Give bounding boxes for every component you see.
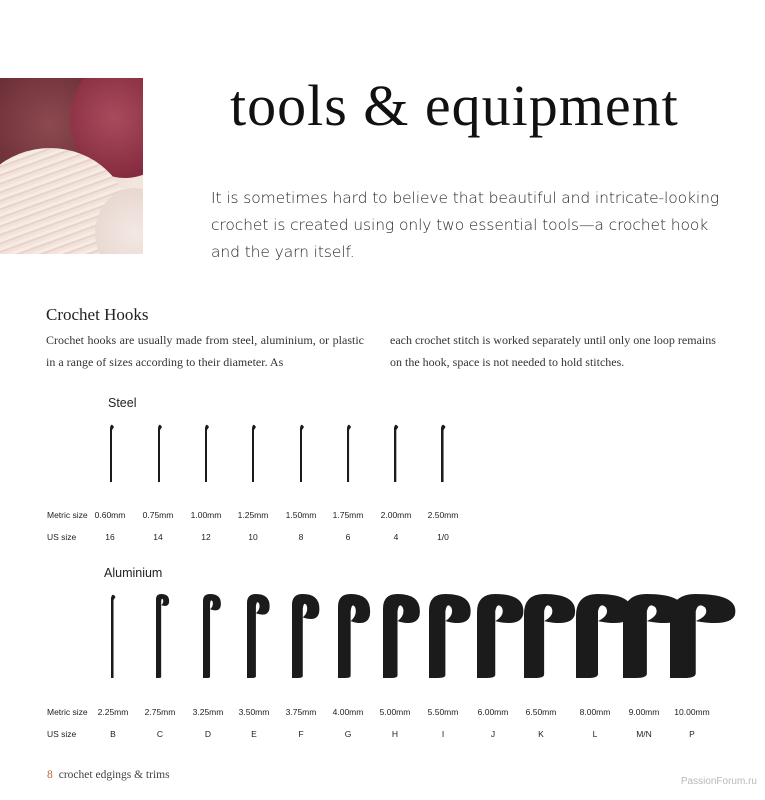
- body-text-column-2: each crochet stitch is worked separately until only one loop remains on the hook, space is not needed to hold stitches.: [390, 333, 716, 369]
- aluminium-us-size: E: [251, 729, 257, 739]
- aluminium-metric-size: 9.00mm: [628, 707, 660, 717]
- aluminium-us-size: F: [298, 729, 304, 739]
- aluminium-metric-size: 6.50mm: [525, 707, 557, 717]
- section-heading: Crochet Hooks: [46, 305, 149, 324]
- steel-hook-icon: [393, 422, 407, 488]
- steel-us-size: 10: [248, 532, 258, 542]
- steel-hook-icon: [251, 422, 262, 488]
- aluminium-metric-size: 4.00mm: [332, 707, 364, 717]
- steel-metric-size: 1.25mm: [237, 510, 269, 520]
- steel-hook-icon: [299, 422, 311, 488]
- steel-us-size: 8: [298, 532, 304, 542]
- steel-metric-size: 1.75mm: [332, 510, 364, 520]
- aluminium-hook-icon: [291, 592, 336, 684]
- steel-hook-icon: [204, 422, 214, 488]
- aluminium-metric-size: 8.00mm: [579, 707, 611, 717]
- aluminium-us-size: I: [441, 729, 445, 739]
- steel-hook-icon: [109, 422, 118, 488]
- steel-us-size: 16: [105, 532, 115, 542]
- aluminium-hook-icon: [246, 592, 284, 684]
- aluminium-us-size: H: [391, 729, 399, 739]
- steel-group-label: Steel: [108, 396, 137, 410]
- aluminium-hook-icon: [155, 592, 178, 684]
- page-footer: [47, 769, 170, 781]
- aluminium-us-size: L: [592, 729, 598, 739]
- aluminium-metric-label: Metric size: [47, 707, 88, 717]
- steel-metric-size: 2.00mm: [380, 510, 412, 520]
- aluminium-metric-size: 5.00mm: [379, 707, 411, 717]
- aluminium-us-size: G: [344, 729, 352, 739]
- steel-us-size: 14: [153, 532, 163, 542]
- steel-us-label: US size: [47, 532, 77, 542]
- body-text-column-1: Crochet hooks are usually made from steel, aluminium, or plastic in a range of sizes according to their diameter. As: [46, 333, 364, 369]
- aluminium-metric-size: 6.00mm: [477, 707, 509, 717]
- aluminium-metric-size: 2.75mm: [144, 707, 176, 717]
- aluminium-metric-size: 3.25mm: [192, 707, 224, 717]
- aluminium-us-size: D: [204, 729, 212, 739]
- page-number: 8: [47, 769, 53, 781]
- yarn-photo: [0, 78, 143, 254]
- steel-metric-size: 2.50mm: [427, 510, 459, 520]
- steel-us-size: 6: [345, 532, 351, 542]
- steel-metric-size: 0.75mm: [142, 510, 174, 520]
- steel-metric-size: 1.50mm: [285, 510, 317, 520]
- steel-metric-size: 1.00mm: [190, 510, 222, 520]
- watermark: PassionForum.ru: [680, 776, 757, 787]
- aluminium-us-label: US size: [47, 729, 77, 739]
- steel-hook-icon: [157, 422, 166, 488]
- page-title: tools & equipment: [230, 73, 679, 138]
- aluminium-us-size: P: [689, 729, 695, 739]
- aluminium-metric-size: 10.00mm: [674, 707, 710, 717]
- aluminium-metric-size: 3.75mm: [285, 707, 317, 717]
- running-title: crochet edgings & trims: [58, 769, 170, 781]
- aluminium-us-size: J: [490, 729, 496, 739]
- steel-metric-size: 0.60mm: [94, 510, 126, 520]
- aluminium-metric-size: 5.50mm: [427, 707, 459, 717]
- aluminium-hook-icon: [669, 592, 765, 684]
- aluminium-us-size: M/N: [636, 729, 652, 739]
- aluminium-us-size: C: [156, 729, 164, 739]
- aluminium-metric-size: 2.25mm: [97, 707, 129, 717]
- steel-metric-label: Metric size: [47, 510, 88, 520]
- aluminium-group-label: Aluminium: [104, 566, 163, 580]
- steel-us-size: 4: [393, 532, 399, 542]
- aluminium-us-size: K: [538, 729, 544, 739]
- steel-us-size: 12: [201, 532, 211, 542]
- aluminium-hook-icon: [202, 592, 232, 684]
- steel-hook-icon: [440, 422, 455, 488]
- steel-us-size: 1/0: [437, 532, 449, 542]
- intro-paragraph: It is sometimes hard to believe that beautiful and intricate-looking crochet is created using only two essential tools—a crochet hook and the yarn itself.: [211, 189, 720, 261]
- aluminium-us-size: B: [110, 729, 116, 739]
- aluminium-hook-icon: [110, 592, 125, 684]
- aluminium-metric-size: 3.50mm: [238, 707, 270, 717]
- steel-hook-icon: [346, 422, 359, 488]
